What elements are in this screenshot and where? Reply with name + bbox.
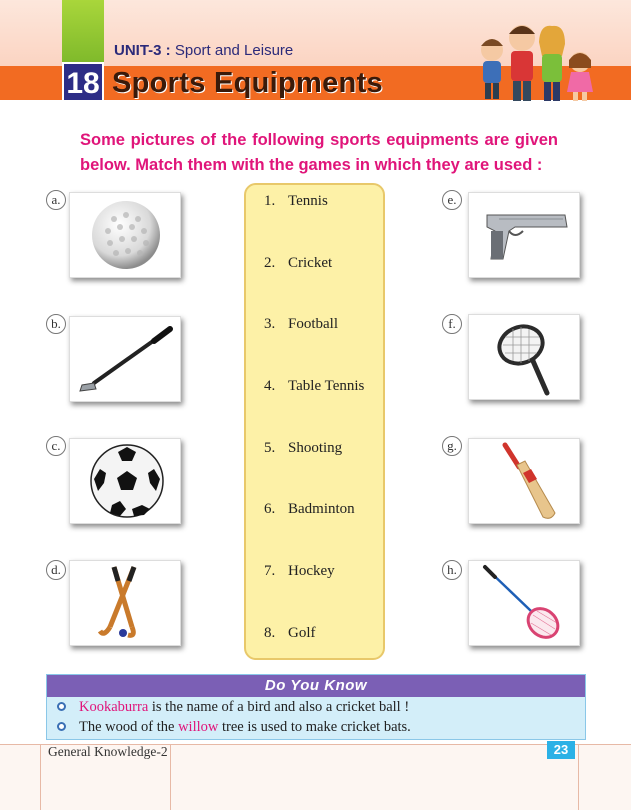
game-number: 5. [264, 440, 276, 456]
bullet-icon [57, 702, 66, 711]
item-letter-c: c. [46, 436, 66, 456]
game-name: Table Tennis [288, 378, 365, 394]
book-title: General Knowledge-2 [48, 744, 168, 759]
pistol-icon [469, 193, 579, 277]
item-letter-h: h. [442, 560, 462, 580]
equipment-card-a[interactable] [69, 192, 181, 278]
game-name: Football [288, 316, 339, 332]
game-number: 4. [264, 378, 276, 394]
unit-label: UNIT-3 : [114, 42, 171, 59]
game-item [264, 316, 338, 333]
game-name: Hockey [288, 563, 335, 579]
footer-rule [578, 744, 579, 810]
game-item [264, 625, 316, 642]
golf-club-icon [70, 317, 180, 401]
games-list-panel [244, 183, 385, 660]
green-tab [62, 0, 104, 66]
game-name: Shooting [288, 440, 343, 456]
fact-text: The wood of the [79, 719, 179, 735]
footer-rule [170, 744, 171, 810]
unit-heading [114, 42, 293, 59]
game-name: Golf [288, 625, 316, 641]
item-letter-g: g. [442, 436, 462, 456]
unit-title: Sport and Leisure [174, 42, 294, 59]
equipment-card-b[interactable] [69, 316, 181, 402]
game-number: 8. [264, 625, 276, 641]
footer-rule [40, 744, 41, 810]
chapter-title: Sports Equipments [112, 67, 383, 99]
item-letter-d: d. [46, 560, 66, 580]
bullet-icon [57, 722, 66, 731]
tennis-racket-icon [469, 315, 579, 399]
page-number: 23 [547, 741, 575, 759]
equipment-card-d[interactable] [69, 560, 181, 646]
item-letter-f: f. [442, 314, 462, 334]
game-item [264, 193, 328, 210]
fact-item [47, 697, 585, 717]
badminton-racket-icon [469, 561, 579, 645]
game-number: 2. [264, 255, 276, 271]
game-name: Cricket [288, 255, 333, 271]
game-name: Badminton [288, 501, 355, 517]
game-name: Tennis [288, 193, 328, 209]
do-you-know-box [46, 674, 586, 740]
game-item [264, 255, 332, 272]
instructions-text: Some pictures of the following sports equipments are given below. Match them with the games in which they are used : [80, 131, 558, 174]
item-letter-e: e. [442, 190, 462, 210]
golf-ball-icon [70, 193, 180, 277]
fact-item [47, 717, 585, 737]
chapter-number: 18 [62, 62, 104, 102]
fact-highlight: Kookaburra [79, 699, 149, 715]
equipment-card-h[interactable] [468, 560, 580, 646]
equipment-card-c[interactable] [69, 438, 181, 524]
fact-text: tree is used to make cricket bats. [218, 719, 411, 735]
game-number: 1. [264, 193, 276, 209]
hockey-sticks-icon [70, 561, 180, 645]
football-icon [70, 439, 180, 523]
game-item [264, 378, 364, 395]
equipment-card-g[interactable] [468, 438, 580, 524]
equipment-card-f[interactable] [468, 314, 580, 400]
game-number: 7. [264, 563, 276, 579]
do-you-know-heading: Do You Know [47, 675, 585, 697]
game-item [264, 563, 335, 580]
game-item [264, 440, 342, 457]
children-illustration-icon [470, 8, 600, 106]
item-letter-b: b. [46, 314, 66, 334]
cricket-bat-icon [469, 439, 579, 523]
item-letter-a: a. [46, 190, 66, 210]
game-item [264, 501, 355, 518]
equipment-card-e[interactable] [468, 192, 580, 278]
game-number: 6. [264, 501, 276, 517]
game-number: 3. [264, 316, 276, 332]
fact-highlight: willow [178, 719, 219, 735]
fact-text: is the name of a bird and also a cricket ball ! [148, 699, 410, 715]
